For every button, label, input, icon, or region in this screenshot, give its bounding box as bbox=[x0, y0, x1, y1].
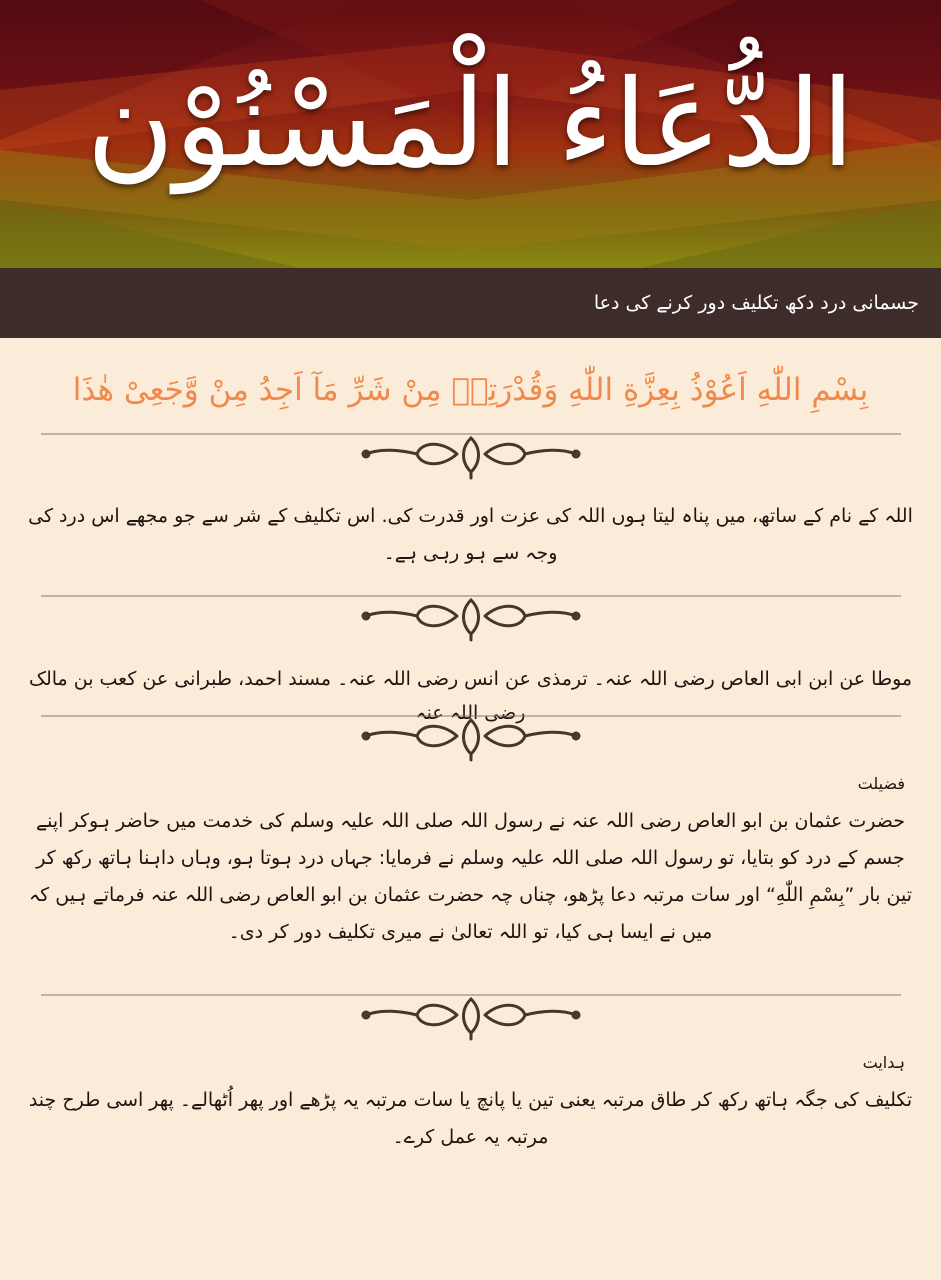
header-banner bbox=[0, 0, 941, 268]
hidayat-heading: ہدایت bbox=[862, 1053, 905, 1072]
ornament-divider bbox=[18, 590, 923, 642]
reference-text: موطا عن ابن ابی العاص رضی اللہ عنہ۔ ترمذی عن انس رضی اللہ عنہ۔ مسند احمد، طبرانی عن کعب بن مالک رضی اللہ عنہ bbox=[28, 668, 913, 724]
fazilat-text: حضرت عثمان بن ابو العاص رضی اللہ عنہ نے رسول اللہ صلی اللہ علیہ وسلم کی خدمت میں حاضر ہوکر اپنے جسم کے درد کو بتایا، تو رسول اللہ صلی اللہ علیہ وسلم نے فرمایا: جہاں درد ہوتا ہو، وہاں داہنا ہاتھ رکھ کر تین بار ”بِسْمِ اللّٰهِ“ اور سات مرتبہ دعا پڑھو، چناں چہ حضرت عثمان بن ابو العاص رضی اللہ عنہ فرماتے ہیں کہ میں نے ایسا ہی کیا، تو اللہ تعالیٰ نے میری تکلیف دور کر دی۔ bbox=[29, 810, 912, 943]
ornament-divider-icon bbox=[21, 428, 921, 480]
page-title: الدُّعَاءُ الْمَسْنُوْن bbox=[86, 55, 855, 194]
dua-arabic-text: بِسْمِ اللّٰهِ اَعُوْذُ بِعِزَّةِ اللّٰهِ وَقُدْرَتِهٖ مِنْ شَرِّ مَآ اَجِدُ مِنْ وَّجَعِیْ هٰذَا bbox=[72, 372, 869, 408]
fazilat-heading: فضیلت bbox=[857, 774, 905, 793]
ornament-divider-icon bbox=[21, 710, 921, 762]
translation-text: اللہ کے نام کے ساتھ، میں پناہ لیتا ہوں اللہ کی عزت اور قدرت کی. اس تکلیف کے شر سے جو مجھے اس درد کی وجہ سے ہو رہی ہے۔ bbox=[28, 505, 913, 564]
hidayat-text: تکلیف کی جگہ ہاتھ رکھ کر طاق مرتبہ یعنی تین یا پانچ یا سات مرتبہ یہ پڑھے اور پھر اُٹھالے۔ پھر اسی طرح چند مرتبہ یہ عمل کرے۔ bbox=[28, 1089, 913, 1148]
ornament-divider bbox=[18, 428, 923, 480]
ornament-divider-icon bbox=[21, 590, 921, 642]
subtitle-bar bbox=[0, 268, 941, 338]
content bbox=[0, 368, 941, 1172]
ornament-divider bbox=[18, 989, 923, 1041]
ornament-divider bbox=[18, 710, 923, 762]
ornament-divider-icon bbox=[21, 989, 921, 1041]
subtitle-text: جسمانی درد دکھ تکلیف دور کرنے کی دعا bbox=[593, 292, 919, 314]
